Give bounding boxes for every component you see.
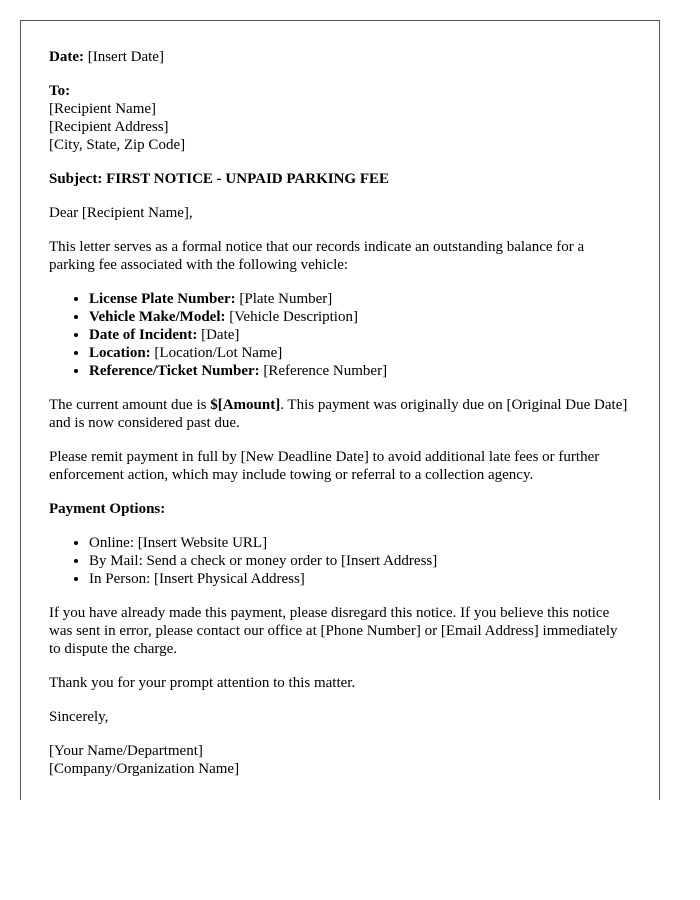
detail-label: Reference/Ticket Number: <box>89 363 260 379</box>
list-item <box>89 344 631 362</box>
subject-value: FIRST NOTICE - UNPAID PARKING FEE <box>106 171 390 187</box>
list-item <box>89 326 631 344</box>
amount-due: $[Amount] <box>210 397 281 413</box>
detail-value: [Vehicle Description] <box>229 309 358 325</box>
letter-page <box>20 20 660 800</box>
vehicle-details-list <box>49 290 631 380</box>
payment-options-heading <box>49 500 631 518</box>
signature-name: [Your Name/Department] <box>49 743 203 759</box>
recipient-block <box>49 82 631 154</box>
amount-paragraph <box>49 396 631 432</box>
list-item <box>89 362 631 380</box>
subject-label: Subject: <box>49 171 103 187</box>
detail-value: [Location/Lot Name] <box>154 345 283 361</box>
recipient-city-state-zip: [City, State, Zip Code] <box>49 137 186 153</box>
recipient-name: [Recipient Name] <box>49 101 157 117</box>
payment-options-list <box>49 534 631 588</box>
list-item <box>89 290 631 308</box>
intro-paragraph: This letter serves as a formal notice that our records indicate an outstanding balance for a parking fee associated with the following vehicle: <box>49 239 585 273</box>
detail-label: Location: <box>89 345 151 361</box>
list-item: • Online: [Insert Website URL] <box>89 534 631 552</box>
date-line <box>49 48 631 66</box>
date-label: Date: <box>49 49 84 65</box>
list-item <box>89 308 631 326</box>
dispute-paragraph: If you have already made this payment, please disregard this notice. If you believe this notice was sent in error, please contact our office at [Phone Number] or [Email Address] immediately to dispute the charge. <box>49 605 618 657</box>
thanks-line: Thank you for your prompt attention to this matter. <box>49 675 356 691</box>
detail-value: [Plate Number] <box>239 291 333 307</box>
date-value: [Insert Date] <box>87 49 164 65</box>
remit-paragraph: Please remit payment in full by [New Deadline Date] to avoid additional late fees or further enforcement action, which may include towing or referral to a collection agency. <box>49 449 600 483</box>
amount-text-before: The current amount due is <box>49 397 211 413</box>
detail-value: [Reference Number] <box>263 363 388 379</box>
salutation: Dear [Recipient Name], <box>49 205 193 221</box>
recipient-address: [Recipient Address] <box>49 119 169 135</box>
closing-line: Sincerely, <box>49 709 109 725</box>
amount-text-after: . This payment was originally due on [Original Due Date] and is now considered past due. <box>49 397 628 431</box>
detail-label: License Plate Number: <box>89 291 236 307</box>
signature-block <box>49 742 631 778</box>
detail-label: Date of Incident: <box>89 327 198 343</box>
subject-line <box>49 170 631 188</box>
list-item: • By Mail: Send a check or money order to [Insert Address] <box>89 552 631 570</box>
detail-value: [Date] <box>201 327 240 343</box>
to-label: To: <box>49 83 71 99</box>
payment-options-label: Payment Options: <box>49 501 166 517</box>
signature-company: [Company/Organization Name] <box>49 761 240 777</box>
list-item: • In Person: [Insert Physical Address] <box>89 570 631 588</box>
detail-label: Vehicle Make/Model: <box>89 309 226 325</box>
